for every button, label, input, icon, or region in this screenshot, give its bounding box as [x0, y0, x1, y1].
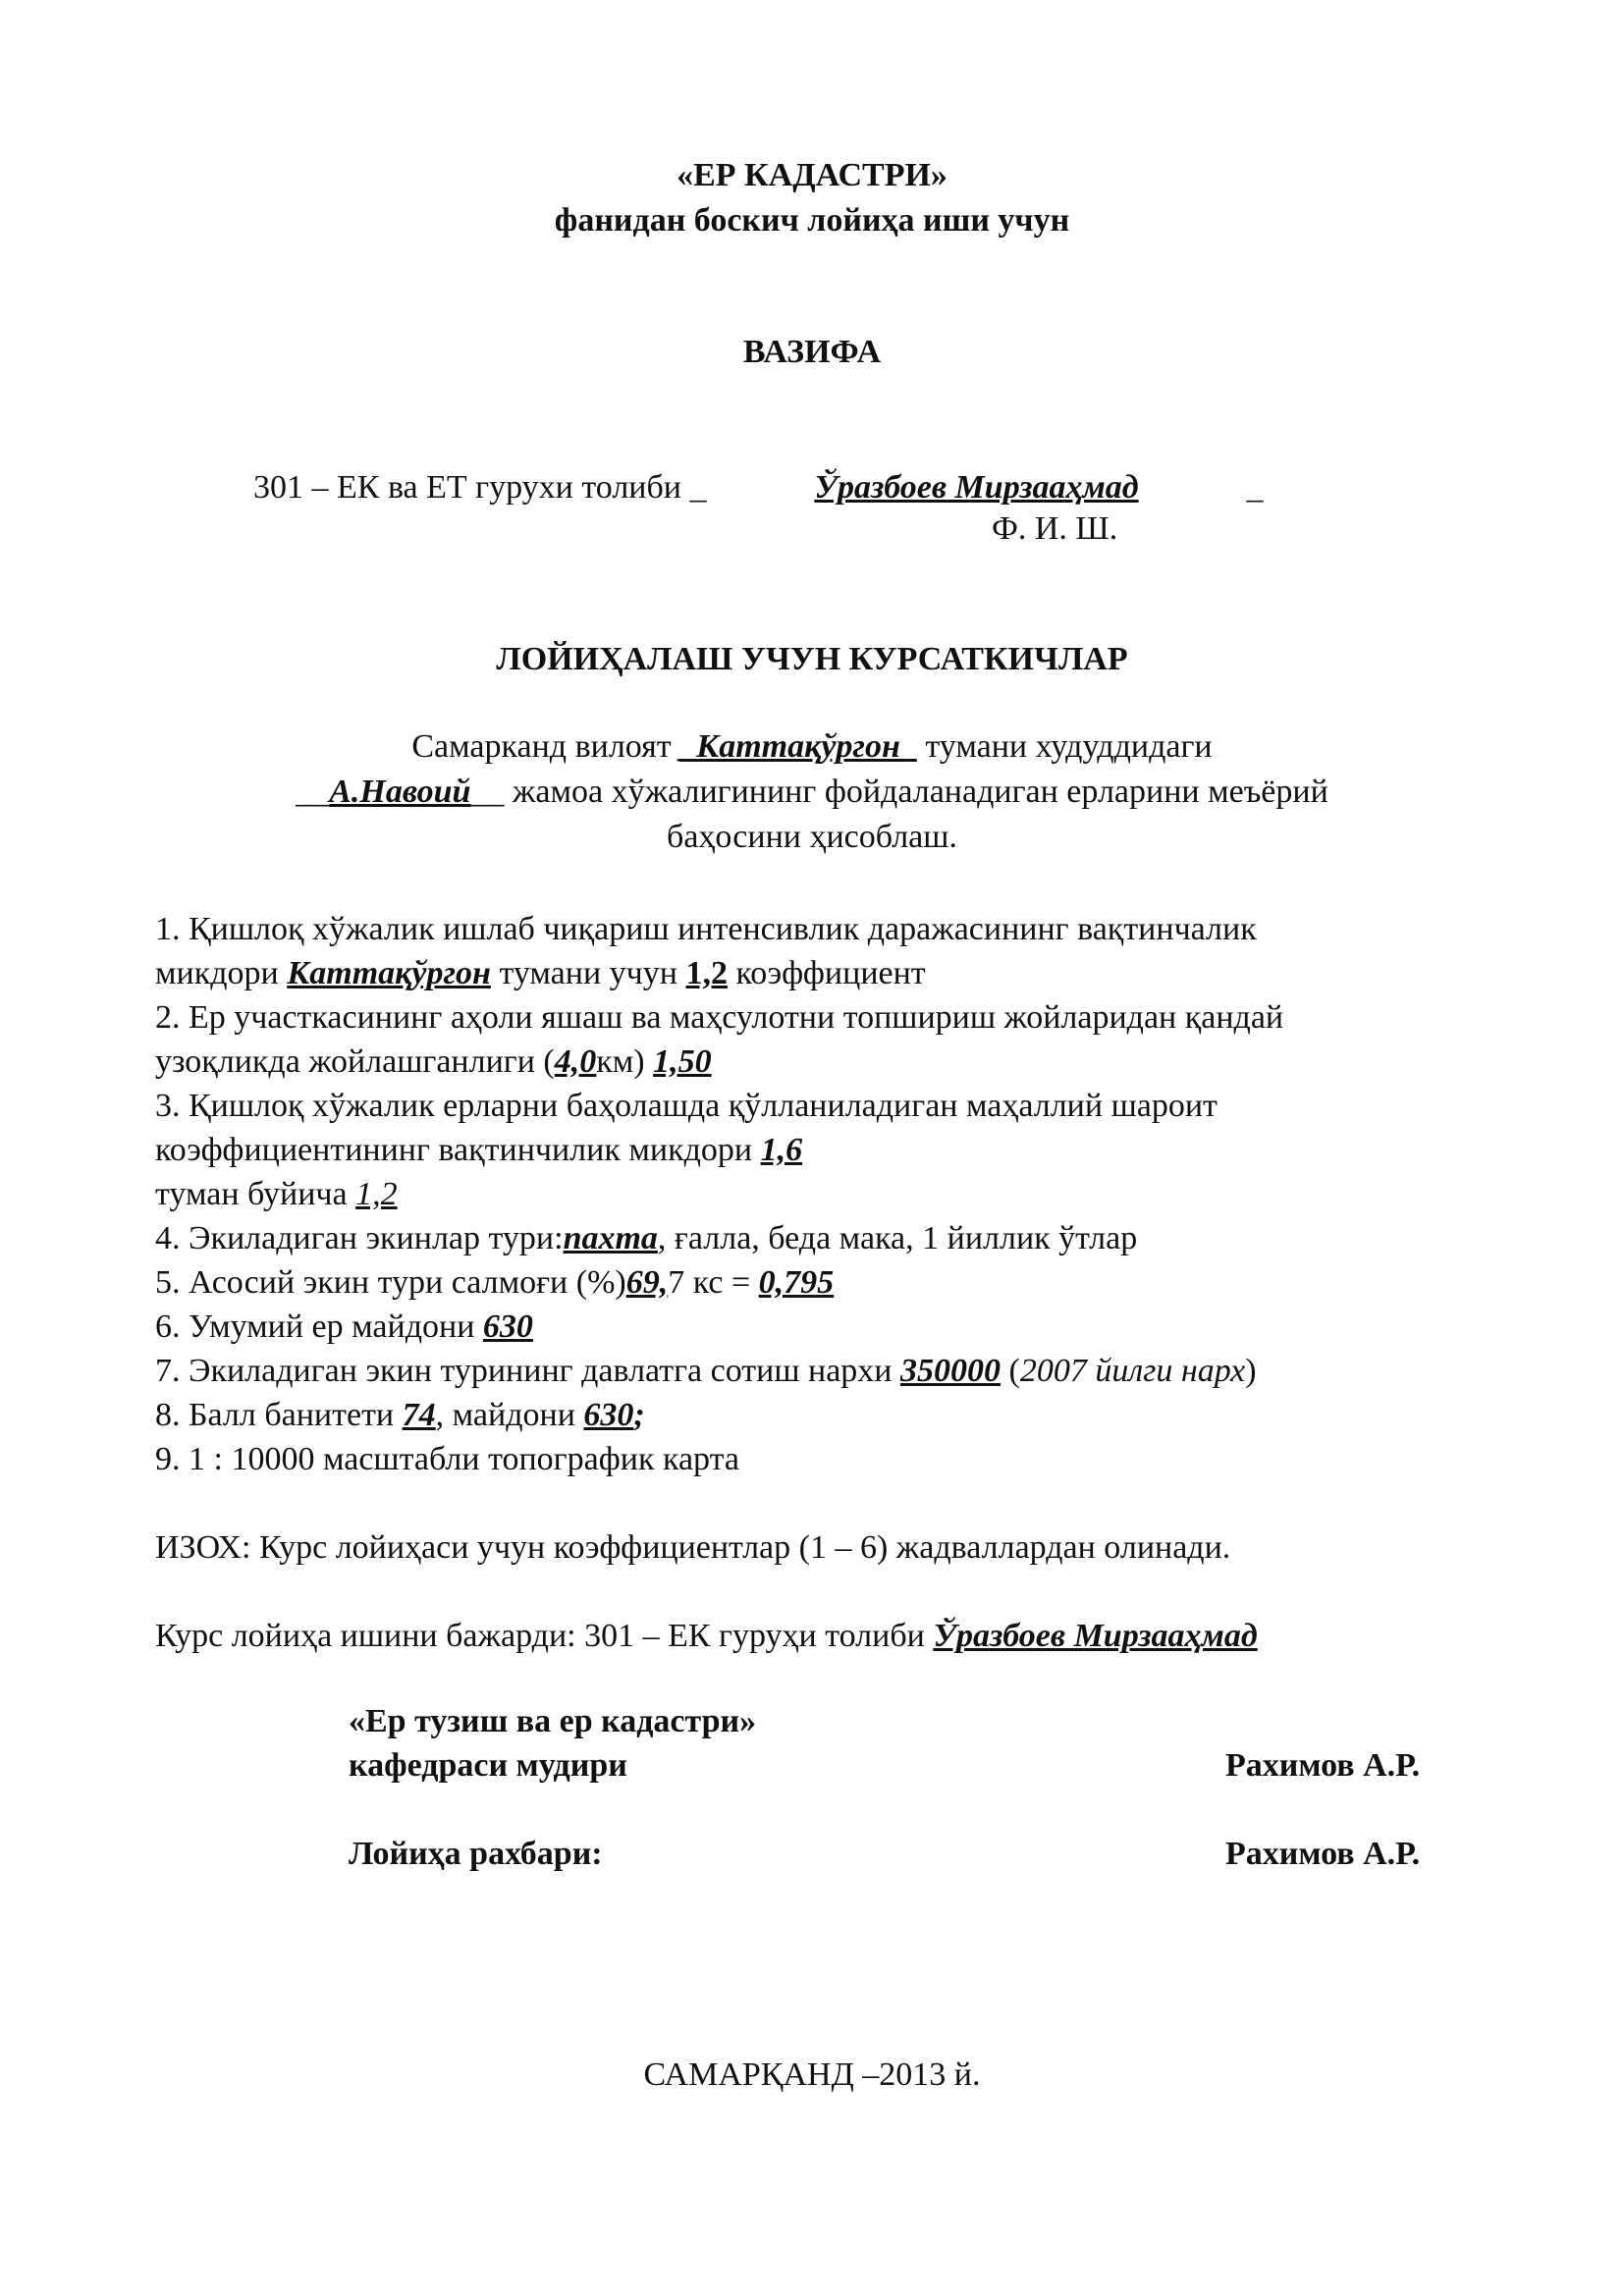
footer-city-year: САМАРҚАНД –2013 й.	[643, 2056, 981, 2093]
item-1-line-1: 1. Қишлоқ хўжалик ишлаб чиқариш интенсивлик даражасининг вақтинчалик	[155, 911, 1257, 947]
item-7: 7. Экиладиган экин турининг давлатга сотиш нархи 350000 (2007 йилги нарх)	[155, 1353, 1257, 1389]
item-5: 5. Асосий экин тури салмоғи (%)69,7 кс = 0,795	[155, 1264, 835, 1301]
item-4-crop: пахта	[563, 1220, 658, 1256]
student-lead-blank: _	[689, 469, 707, 506]
student-line	[253, 466, 1264, 509]
intro-district: _Каттақўргон_	[679, 728, 917, 765]
student-name: Ўразбоев Мирзааҳмад	[814, 469, 1139, 506]
item-8-area: 630	[583, 1397, 634, 1433]
completed-student-name: Ўразбоев Мирзааҳмад	[933, 1618, 1258, 1654]
intro-line-1: Самарканд вилоят _Каттақўргон_ тумани худуддидаги	[411, 728, 1213, 765]
item-3-line-1: 3. Қишлоқ хўжалик ерларни баҳолашда қўлланиладиган маҳаллий шароит	[155, 1088, 1218, 1124]
item-2-line-1: 2. Ер участкасининг аҳоли яшаш ва маҳсулотни топшириш жойларидан қандай	[155, 999, 1284, 1036]
student-prefix: 301 – ЕК ва ЕТ гурухи толиби	[253, 469, 681, 506]
item-2-km: 4,0	[554, 1043, 597, 1080]
item-7-price: 350000	[900, 1353, 1001, 1389]
supervisor-label: Лойиҳа рахбари:	[349, 1836, 603, 1872]
supervisor-name: Рахимов А.Р.	[1225, 1836, 1421, 1872]
doc-title: «ЕР КАДАСТРИ»	[677, 157, 947, 193]
intro-farm: А.Навоий	[329, 774, 471, 810]
dept-head-name: Рахимов А.Р.	[1225, 1747, 1421, 1784]
indicators-heading: ЛОЙИҲАЛАШ УЧУН КУРСАТКИЧЛАР	[496, 641, 1128, 677]
item-8-ball: 74	[402, 1397, 436, 1433]
dept-line-1: «Ер тузиш ва ер кадастри»	[349, 1703, 757, 1739]
item-5-ks: 0,795	[758, 1264, 835, 1301]
item-4: 4. Экиладиган экинлар тури:пахта, ғалла, беда мака, 1 йиллик ўтлар	[155, 1220, 1138, 1256]
item-3-line-2: коэффициентининг вақтинчилик микдори 1,6	[155, 1132, 803, 1168]
item-2-value: 1,50	[653, 1043, 712, 1080]
item-6: 6. Умумий ер майдони 630	[155, 1308, 533, 1345]
item-1-value: 1,2	[685, 955, 728, 991]
item-1-line-2: микдори Каттақўргон тумани учун 1,2 коэффициент	[155, 955, 926, 991]
item-3-value-district: 1,2	[355, 1176, 398, 1212]
student-trail-blank: _	[1246, 469, 1264, 506]
note: ИЗОХ: Курс лойиҳаси учун коэффициентлар (1 – 6) жадваллардан олинади.	[155, 1529, 1231, 1566]
task-heading: ВАЗИФА	[742, 334, 882, 370]
intro-line-3: баҳосини ҳисоблаш.	[667, 819, 957, 855]
item-9: 9. 1 : 10000 масштабли топографик карта	[155, 1441, 739, 1477]
completed-line: Курс лойиҳа ишини бажарди: 301 – ЕК гуруҳи толиби Ўразбоев Мирзааҳмад	[155, 1618, 1258, 1654]
item-1-district: Каттақўргон	[287, 955, 491, 991]
item-8: 8. Балл банитети 74, майдони 630;	[155, 1397, 645, 1433]
item-7-note: 2007 йилги нарх	[1019, 1353, 1246, 1389]
doc-subtitle: фанидан боскич лойиҳа иши учун	[554, 202, 1070, 239]
dept-line-2: кафедраси мудири	[349, 1747, 627, 1784]
item-3-value: 1,6	[760, 1132, 803, 1168]
item-6-area: 630	[482, 1308, 533, 1345]
fio-label: Ф. И. Ш.	[992, 510, 1118, 547]
item-3-line-3: туман буйича 1,2	[155, 1176, 398, 1212]
item-2-line-2: узоқликда жойлашганлиги (4,0км) 1,50	[155, 1043, 712, 1080]
intro-line-2: __А.Навоий__ жамоа хўжалигининг фойдаланадиган ерларини меъёрий	[296, 774, 1328, 810]
item-5-share: 69,	[625, 1264, 669, 1301]
